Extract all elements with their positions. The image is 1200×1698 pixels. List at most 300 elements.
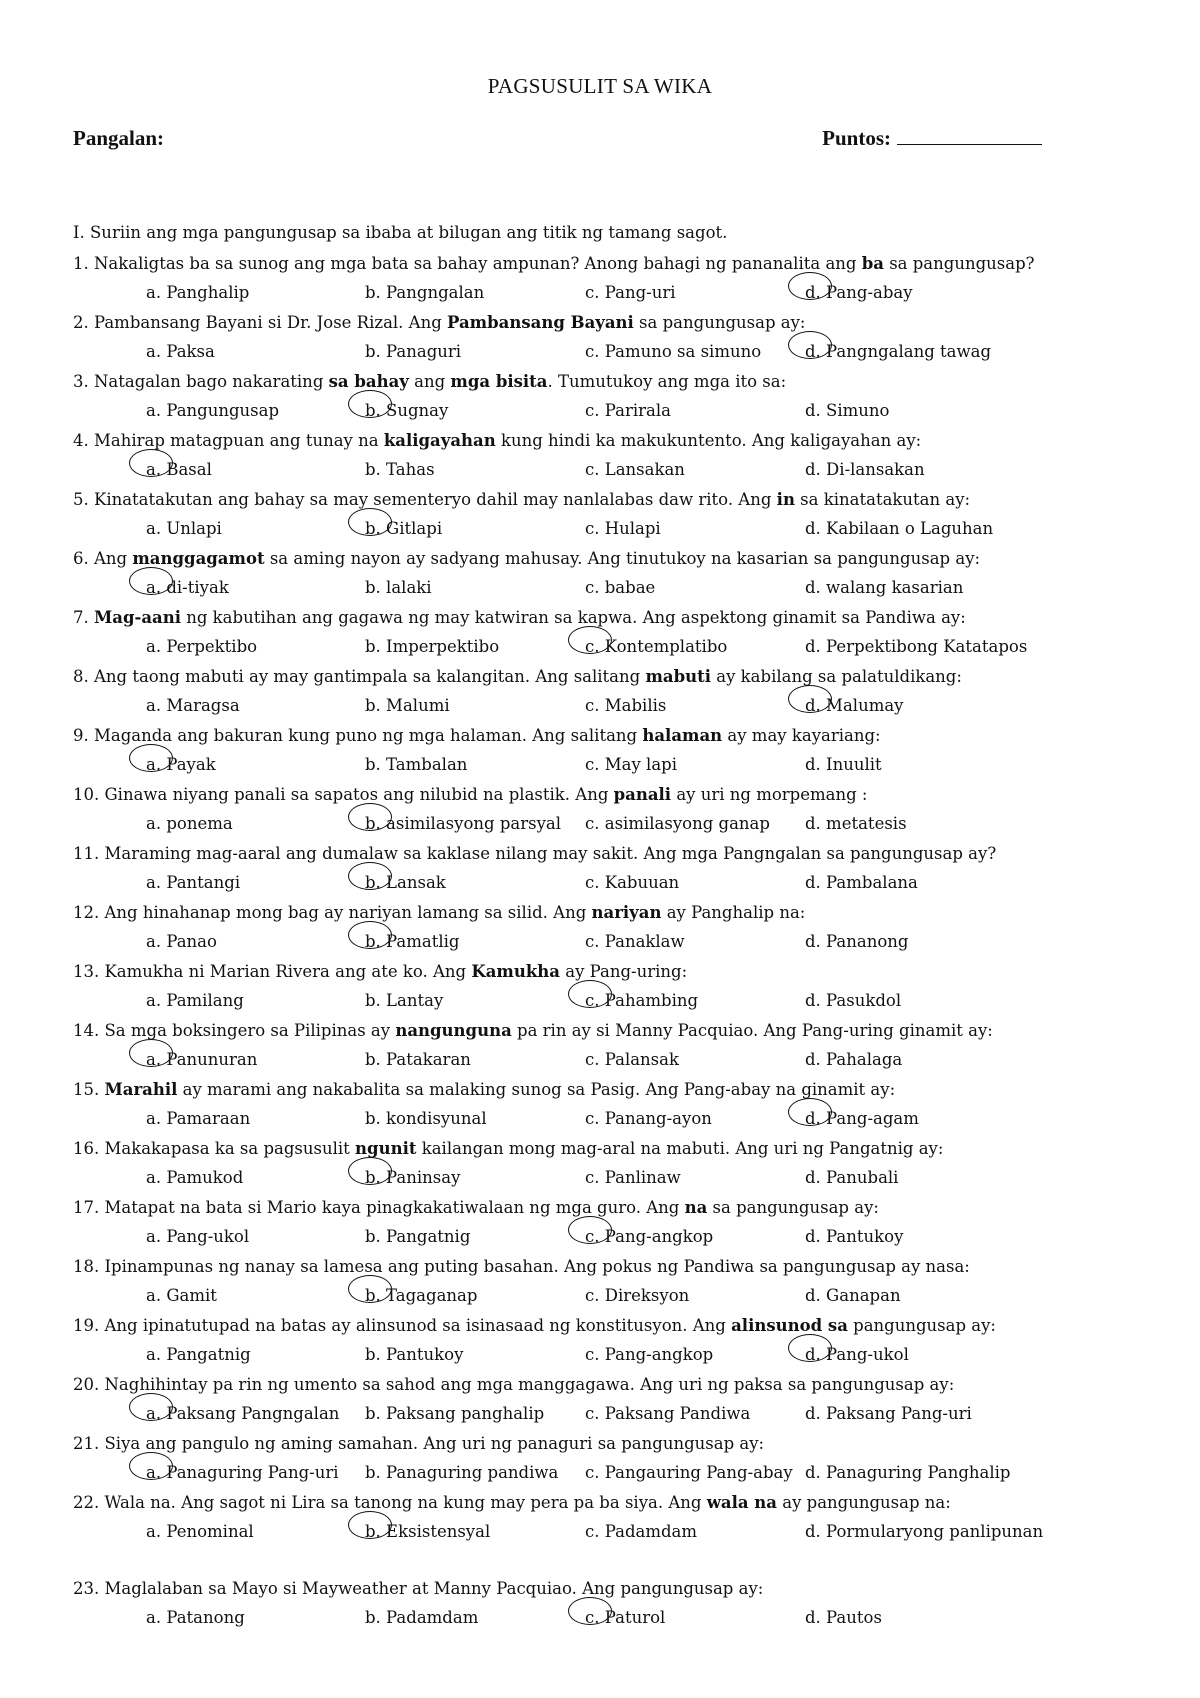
option-d[interactable] [805,1281,901,1311]
question-text-segment: 16. Makakapasa ka sa pagsusulit [73,1139,356,1158]
option-text: metatesis [820,814,907,833]
option-text: Direksyon [599,1286,690,1305]
answer-options [73,1340,1153,1370]
option-letter: a. [146,283,162,302]
option-letter: b. [365,283,381,302]
question-text-segment: 11. Maraming mag-aaral ang dumalaw sa kaklase nilang may sakit. Ang mga Pangngalan sa pangungusap ay? [73,844,997,863]
question-item [73,780,1153,839]
option-text: Pamukod [161,1168,244,1187]
answer-circle-mark [129,1039,173,1067]
option-letter: a. [146,750,161,780]
question-item [73,1488,1153,1547]
option-letter: d. [805,637,821,656]
option-d[interactable] [805,1603,882,1633]
option-letter: b. [365,1227,381,1246]
option-letter: d. [805,755,821,774]
option-letter: d. [805,1227,821,1246]
header-row [73,126,1042,156]
option-a[interactable] [146,1045,257,1075]
option-c[interactable] [585,691,666,721]
question-item [73,898,1153,957]
option-letter: d. [805,1404,821,1423]
option-letter: c. [585,578,600,597]
question-text-segment: sa aming nayon ay sadyang mahusay. Ang tinutukoy na kasarian sa pangungusap ay: [264,549,981,568]
question-text [73,1252,1153,1281]
question-text-segment: sa pangungusap? [883,254,1035,273]
option-b[interactable] [365,632,499,662]
question-text-segment: 1. Nakaligtas ba sa sunog ang mga bata sa bahay ampunan? Anong bahagi ng pananalita ang [73,254,862,273]
option-a[interactable] [146,927,217,957]
option-text: Paksang Pangngalan [161,1404,340,1423]
option-a[interactable] [146,455,212,485]
answer-circle-mark [129,744,173,772]
option-a[interactable] [146,868,240,898]
question-text-segment: sa kinatatakutan ay: [794,490,971,509]
option-a[interactable] [146,278,249,308]
option-d[interactable] [805,1104,919,1134]
option-text: Hulapi [599,519,661,538]
question-text [73,308,1153,337]
option-text: Pahambing [599,991,699,1010]
option-text: Pambalana [820,873,918,892]
option-b[interactable] [365,1045,471,1075]
option-c[interactable] [585,1163,681,1193]
option-letter: c. [585,632,600,662]
option-text: Basal [161,460,212,479]
answer-circle-mark [129,1452,173,1480]
option-d[interactable] [805,1399,972,1429]
option-letter: a. [146,1399,161,1429]
answer-circle-mark [568,1597,612,1625]
answer-options [73,1458,1153,1488]
option-letter: c. [585,283,600,302]
option-c[interactable] [585,337,761,367]
option-d[interactable] [805,573,963,603]
question-keyword: mabuti [645,667,712,686]
question-text [73,898,1153,927]
question-item [73,1134,1153,1193]
option-text: Pang-agam [820,1109,919,1128]
question-text-segment: 13. Kamukha ni Marian Rivera ang ate ko. Ang [73,962,472,981]
option-letter: b. [365,1404,381,1423]
option-b[interactable] [365,337,461,367]
option-c[interactable] [585,573,655,603]
question-text [73,249,1153,278]
question-text-segment: 22. Wala na. Ang sagot ni Lira sa tanong na kung may pera pa ba siya. Ang [73,1493,707,1512]
question-text [73,1488,1153,1517]
option-text: Tambalan [380,755,468,774]
option-b[interactable] [365,1163,460,1193]
question-text [73,544,1153,573]
answer-options [73,1399,1153,1429]
option-c[interactable] [585,632,727,662]
instructions: I. Suriin ang mga pangungusap sa ibaba at bilugan ang titik ng tamang sagot. [73,223,728,242]
option-text: lalaki [380,578,432,597]
option-letter: c. [585,1050,600,1069]
option-b[interactable] [365,1517,490,1547]
option-text: Panaklaw [599,932,685,951]
option-text: Patakaran [380,1050,471,1069]
option-text: Sugnay [380,401,449,420]
question-keyword: mga bisita [450,372,548,391]
option-c[interactable] [585,809,770,839]
option-text: Padamdam [599,1522,698,1541]
question-text-segment: ay Panghalip na: [661,903,806,922]
option-text: Lantay [380,991,444,1010]
question-item [73,367,1153,426]
question-text-segment: 8. Ang taong mabuti ay may gantimpala sa kalangitan. Ang salitang [73,667,646,686]
option-text: Pantangi [161,873,241,892]
option-letter: c. [585,1603,600,1633]
option-d[interactable] [805,750,882,780]
answer-options [73,573,1153,603]
option-b[interactable] [365,691,450,721]
option-b[interactable] [365,1222,470,1252]
answer-options [73,1222,1153,1252]
question-item [73,426,1153,485]
name-label: Pangalan: [73,126,165,150]
option-letter: d. [805,337,821,367]
answer-options [73,278,1153,308]
option-c[interactable] [585,868,679,898]
option-a[interactable] [146,396,279,426]
option-letter: a. [146,1109,162,1128]
answer-circle-mark [348,1157,392,1185]
question-text-segment: ay may kayariang: [722,726,881,745]
option-b[interactable] [365,514,442,544]
question-keyword: Kamukha [471,962,560,981]
option-text: Paturol [599,1608,666,1627]
option-letter: a. [146,1227,162,1246]
option-letter: b. [365,1608,381,1627]
option-text: Pananong [820,932,909,951]
answer-options [73,986,1153,1016]
option-c[interactable] [585,927,685,957]
question-item [73,839,1153,898]
option-letter: c. [585,1168,600,1187]
option-letter: b. [365,696,381,715]
answer-circle-mark [348,1275,392,1303]
option-c[interactable] [585,1045,679,1075]
option-a[interactable] [146,1104,250,1134]
option-d[interactable] [805,1458,1010,1488]
option-text: babae [599,578,656,597]
option-c[interactable] [585,1603,665,1633]
option-text: Payak [161,755,216,774]
question-item [73,544,1153,603]
option-letter: c. [585,460,600,479]
option-c[interactable] [585,1340,713,1370]
question-text [73,485,1153,514]
option-c[interactable] [585,1399,750,1429]
option-text: Pangngalang tawag [820,342,992,361]
option-letter: c. [585,1109,600,1128]
option-text: Ganapan [820,1286,901,1305]
option-c[interactable] [585,514,661,544]
option-b[interactable] [365,986,443,1016]
option-text: asimilasyong ganap [599,814,770,833]
option-d[interactable] [805,986,901,1016]
option-d[interactable] [805,1163,898,1193]
option-d[interactable] [805,396,889,426]
option-text: Palansak [599,1050,679,1069]
option-d[interactable] [805,1222,903,1252]
option-b[interactable] [365,278,484,308]
option-letter: c. [585,696,600,715]
option-a[interactable] [146,1222,249,1252]
option-b[interactable] [365,1104,487,1134]
option-letter: a. [146,696,162,715]
option-letter: a. [146,1045,161,1075]
option-a[interactable] [146,337,215,367]
question-item [73,485,1153,544]
answer-circle-mark [348,862,392,890]
option-text: Pahalaga [820,1050,903,1069]
option-b[interactable] [365,868,446,898]
question-text-segment: 18. Ipinampunas ng nanay sa lamesa ang puting basahan. Ang pokus ng Pandiwa sa pangungusap ay nasa: [73,1257,970,1276]
option-a[interactable] [146,691,240,721]
option-text: Panubali [820,1168,899,1187]
question-text [73,957,1153,986]
option-text: Patanong [161,1608,245,1627]
option-letter: b. [365,342,381,361]
option-d[interactable] [805,691,904,721]
option-text: Imperpektibo [380,637,500,656]
question-item [73,1193,1153,1252]
option-b[interactable] [365,809,561,839]
option-text: Panunuran [161,1050,258,1069]
option-text: kondisyunal [380,1109,487,1128]
option-text: Pang-ukol [820,1345,909,1364]
option-c[interactable] [585,455,685,485]
answer-circle-mark [348,803,392,831]
answer-options [73,1163,1153,1193]
option-text: Panghalip [161,283,250,302]
option-text: Pasukdol [820,991,902,1010]
option-text: Perpektibo [161,637,258,656]
option-letter: c. [585,873,600,892]
question-text [73,662,1153,691]
option-letter: c. [585,1345,600,1364]
option-c[interactable] [585,750,677,780]
option-text: Padamdam [380,1608,479,1627]
question-text-segment: 10. Ginawa niyang panali sa sapatos ang nilubid na plastik. Ang [73,785,614,804]
option-a[interactable] [146,1603,245,1633]
question-text [73,1134,1153,1163]
option-text: Gamit [161,1286,217,1305]
answer-circle-mark [348,921,392,949]
option-d[interactable] [805,278,913,308]
option-letter: c. [585,1522,600,1541]
option-letter: b. [365,1050,381,1069]
option-text: Pangatnig [380,1227,471,1246]
option-a[interactable] [146,1163,243,1193]
question-text [73,1429,1153,1458]
option-text: Pamatlig [380,932,460,951]
option-c[interactable] [585,1104,712,1134]
option-text: walang kasarian [820,578,964,597]
option-letter: b. [365,578,381,597]
option-text: Kabilaan o Laguhan [820,519,994,538]
option-letter: a. [146,1168,162,1187]
option-text: Unlapi [161,519,222,538]
option-a[interactable] [146,750,216,780]
option-text: Panaguring pandiwa [380,1463,559,1482]
question-keyword: nariyan [591,903,662,922]
answer-options [73,809,1153,839]
option-text: Gitlapi [380,519,443,538]
answer-options [73,1603,1153,1633]
question-item [73,1075,1153,1134]
question-text [73,1016,1153,1045]
option-a[interactable] [146,1517,254,1547]
option-letter: d. [805,278,821,308]
question-item [73,249,1153,308]
question-text-segment: 7. [73,608,94,627]
question-list [73,249,1153,1633]
option-c[interactable] [585,1281,689,1311]
option-letter: c. [585,1286,600,1305]
question-text-segment: 17. Matapat na bata si Mario kaya pinagkakatiwalaan ng mga guro. Ang [73,1198,685,1217]
question-keyword: panali [613,785,672,804]
option-c[interactable] [585,396,671,426]
question-text [73,721,1153,750]
question-text-segment: ay kabilang sa palatuldikang: [711,667,962,686]
option-letter: a. [146,519,162,538]
option-letter: d. [805,1608,821,1627]
option-letter: a. [146,573,161,603]
option-a[interactable] [146,1340,251,1370]
option-text: Panlinaw [599,1168,681,1187]
option-d[interactable] [805,868,918,898]
option-d[interactable] [805,514,993,544]
question-text-segment: ay Pang-uring: [559,962,688,981]
score-label: Puntos: [822,126,891,150]
option-b[interactable] [365,1458,558,1488]
question-text-segment: 14. Sa mga boksingero sa Pilipinas ay [73,1021,396,1040]
question-text-segment: kung hindi ka makukuntento. Ang kaligayahan ay: [495,431,922,450]
option-d[interactable] [805,1045,902,1075]
page-title: PAGSUSULIT SA WIKA [487,74,713,98]
option-a[interactable] [146,1458,339,1488]
option-letter: c. [585,755,600,774]
option-a[interactable] [146,514,222,544]
option-letter: a. [146,1608,162,1627]
question-text [73,1075,1153,1104]
option-c[interactable] [585,1222,713,1252]
answer-options [73,868,1153,898]
question-item [73,603,1153,662]
option-d[interactable] [805,1340,909,1370]
question-text-segment: ang [408,372,451,391]
option-d[interactable] [805,809,907,839]
option-d[interactable] [805,927,908,957]
option-text: Tahas [380,460,435,479]
option-b[interactable] [365,1603,478,1633]
option-text: Lansak [380,873,446,892]
question-text [73,1193,1153,1222]
option-a[interactable] [146,1399,339,1429]
answer-options [73,691,1153,721]
option-text: Paksang Pandiwa [599,1404,751,1423]
option-letter: b. [365,514,381,544]
option-d[interactable] [805,632,1027,662]
option-letter: b. [365,460,381,479]
option-text: Panaguri [380,342,462,361]
option-d[interactable] [805,1517,1043,1547]
option-letter: b. [365,1517,381,1547]
option-b[interactable] [365,1399,544,1429]
answer-options [73,1517,1153,1547]
answer-circle-mark [129,1393,173,1421]
option-text: Pamaraan [161,1109,251,1128]
option-text: Pang-uri [599,283,676,302]
option-c[interactable] [585,1517,697,1547]
option-c[interactable] [585,986,698,1016]
option-text: Pormularyong panlipunan [820,1522,1044,1541]
option-b[interactable] [365,1340,463,1370]
question-text-segment: kailangan mong mag-aral na mabuti. Ang uri ng Pangatnig ay: [416,1139,944,1158]
question-text-segment: pangungusap ay: [847,1316,996,1335]
option-text: Eksistensyal [380,1522,491,1541]
option-letter: b. [365,991,381,1010]
option-c[interactable] [585,1458,793,1488]
answer-circle-mark [568,626,612,654]
option-text: Perpektibong Katatapos [820,637,1028,656]
option-d[interactable] [805,337,991,367]
option-b[interactable] [365,455,435,485]
question-text [73,603,1153,632]
question-text-segment: 21. Siya ang pangulo ng aming samahan. Ang uri ng panaguri sa pangungusap ay: [73,1434,765,1453]
answer-options [73,455,1153,485]
option-text: Kabuuan [599,873,680,892]
answer-options [73,396,1153,426]
option-b[interactable] [365,750,467,780]
answer-circle-mark [348,508,392,536]
option-b[interactable] [365,927,460,957]
question-keyword: kaligayahan [383,431,496,450]
option-a[interactable] [146,986,244,1016]
answer-options [73,337,1153,367]
option-letter: b. [365,637,381,656]
option-letter: d. [805,460,821,479]
option-b[interactable] [365,396,448,426]
option-a[interactable] [146,1281,217,1311]
option-text: Paksa [161,342,215,361]
option-letter: d. [805,1168,821,1187]
option-letter: b. [365,755,381,774]
option-b[interactable] [365,1281,477,1311]
question-item [73,1252,1153,1311]
option-d[interactable] [805,455,925,485]
question-item [73,957,1153,1016]
question-keyword: in [776,490,795,509]
score-blank-line [897,126,1042,145]
option-c[interactable] [585,278,676,308]
option-a[interactable] [146,632,257,662]
option-text: Penominal [161,1522,254,1541]
question-text-segment: 20. Naghihintay pa rin ng umento sa sahod ang mga manggagawa. Ang uri ng paksa sa pangungusap ay: [73,1375,955,1394]
question-item [73,721,1153,780]
option-b[interactable] [365,573,432,603]
answer-circle-mark [788,331,832,359]
option-a[interactable] [146,809,233,839]
question-text-segment: 4. Mahirap matagpuan ang tunay na [73,431,384,450]
option-text: Pangauring Pang-abay [599,1463,793,1482]
question-keyword: Mag-aani [94,608,181,627]
option-a[interactable] [146,573,229,603]
question-keyword: halaman [642,726,723,745]
